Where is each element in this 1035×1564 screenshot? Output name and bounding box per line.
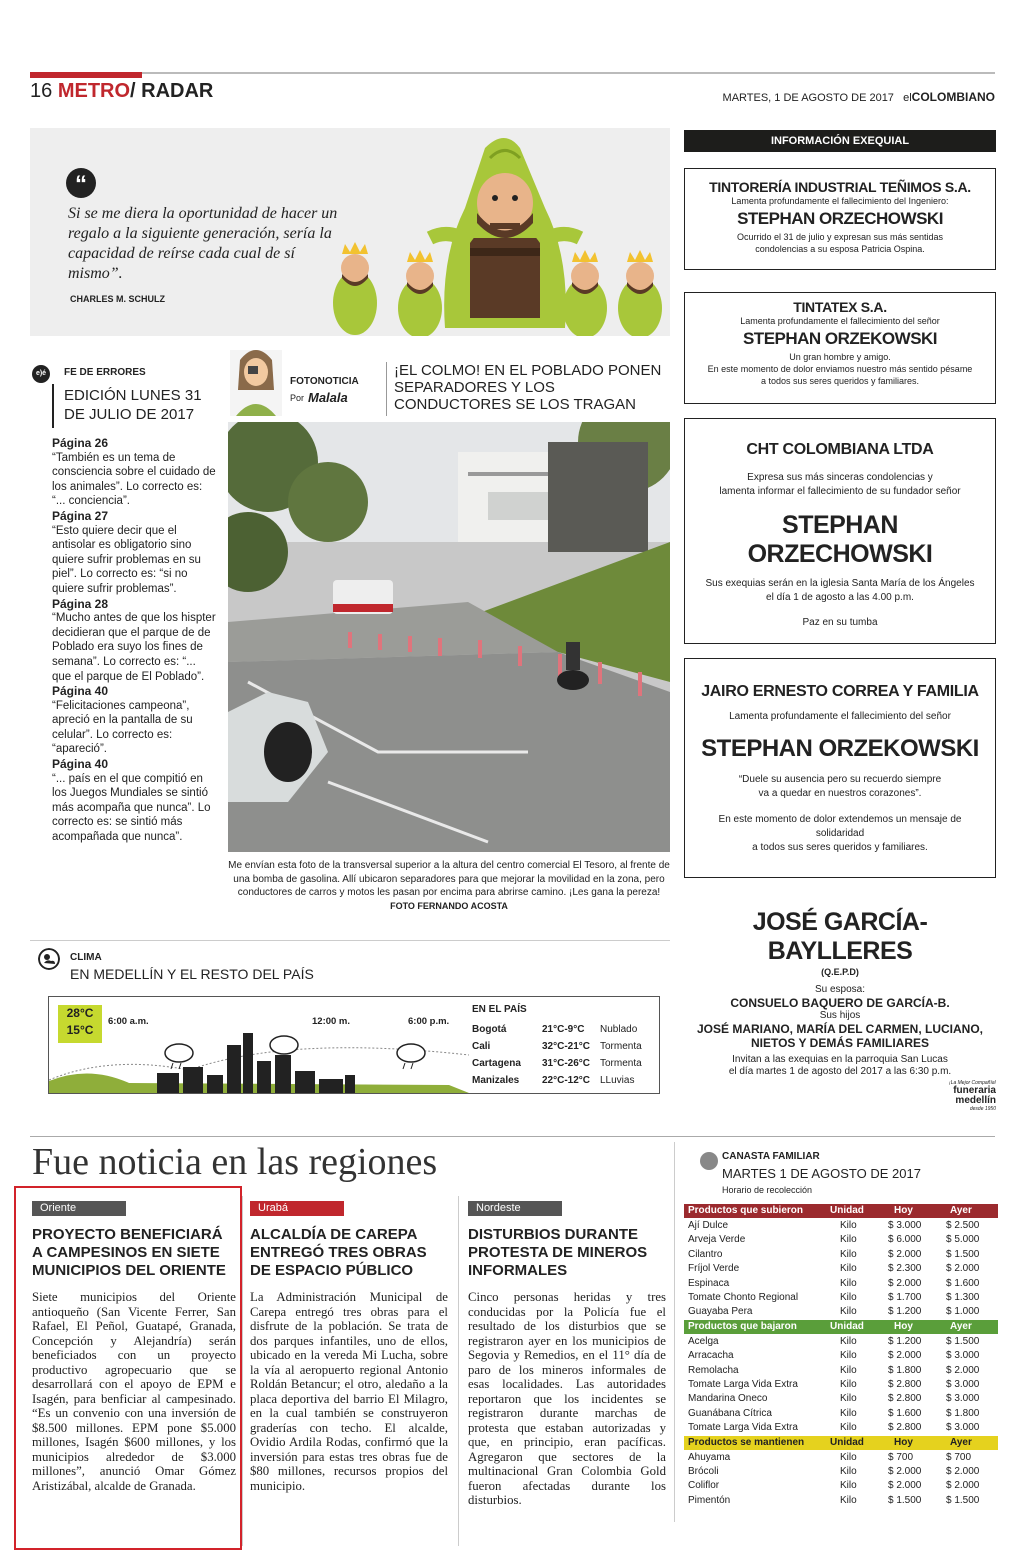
canasta-label: CANASTA FAMILIAR — [722, 1151, 820, 1162]
price-today: $ 1.800 — [888, 1364, 922, 1376]
logo-word-2: medellín — [955, 1095, 996, 1106]
notice-org: CHT COLOMBIANA LTDA — [746, 441, 934, 458]
brand-name: COLOMBIANO — [911, 90, 995, 104]
notice-line: Expresa sus más sinceras condolencias y — [747, 472, 933, 483]
price-yesterday: $ 1.300 — [946, 1292, 980, 1303]
table-row — [684, 1291, 998, 1305]
price-today: $ 3.000 — [888, 1220, 922, 1231]
notice-line: a todos sus seres queridos y familiares. — [760, 376, 920, 386]
divider — [386, 362, 387, 416]
city-temp-range: 31°C-26°C — [542, 1058, 591, 1069]
cartoonist-avatar — [226, 340, 286, 416]
city-temp-range: 21°C-9°C — [542, 1024, 585, 1035]
byline-por: Por — [290, 393, 305, 403]
gnome-illustration — [330, 128, 670, 336]
cartoonist-signature: Malala — [308, 390, 348, 405]
product-name: Fríjol Verde — [688, 1263, 740, 1275]
notice-line: NIETOS Y DEMÁS FAMILIARES — [750, 1036, 930, 1050]
product-name: Cilantro — [688, 1248, 723, 1260]
city-name: Bogotá — [472, 1024, 507, 1035]
price-yesterday: $ 3.000 — [946, 1393, 980, 1405]
quote-text: Si se me diera la oportunidad de hacer un regalo a la siguiente generación, sería la capacidad de reírse cada cual de sí mismo”. — [68, 205, 338, 282]
deceased-name: JOSÉ GARCÍA- BAYLLERES — [752, 908, 928, 965]
issue-date: MARTES, 1 DE AGOSTO DE 2017 — [722, 92, 894, 104]
quote-author: CHARLES M. SCHULZ — [70, 294, 165, 304]
table-row — [684, 1349, 998, 1363]
price-yesterday: $ 1.500 — [946, 1248, 980, 1260]
city-condition: LLuvias — [600, 1075, 635, 1086]
temp-high: 28°C — [66, 1006, 94, 1020]
product-name: Espinaca — [688, 1277, 730, 1289]
errata-body — [52, 436, 217, 845]
product-unit: Kilo — [840, 1306, 857, 1318]
errata-text: “... país en el que compitió en los Juegos Mundiales se sintió más acompaña que nunca”. Lo correcto es: se sintió más acompañada que nunca”. — [52, 772, 211, 844]
canasta-date: MARTES 1 DE AGOSTO DE 2017 — [722, 1166, 921, 1181]
price-today: $ 2.800 — [888, 1379, 922, 1390]
header-accent-bar — [30, 72, 142, 78]
product-unit: Kilo — [840, 1335, 857, 1347]
notice-line: Lamenta profundamente el fallecimiento del señor — [729, 711, 951, 722]
price-yesterday: $ 3.000 — [946, 1350, 980, 1362]
forecast-time: 6:00 a.m. — [108, 1016, 149, 1027]
table-row — [684, 1494, 998, 1508]
price-yesterday: $ 2.000 — [946, 1364, 980, 1376]
deceased-name: STEPHAN ORZECHOWSKI — [737, 209, 943, 228]
product-unit: Kilo — [840, 1350, 857, 1362]
city-skyline-illustration — [49, 1025, 469, 1093]
group-title: Productos que subieron — [688, 1205, 804, 1216]
notice-line: Paz en su tumba — [802, 617, 878, 628]
notice-line: Invitan a las exequias en la parroquia San Lucas — [732, 1054, 948, 1065]
region-headline: PROYECTO BENEFICIARÁ A CAMPESINOS EN SIETE MUNICIPIOS DEL ORIENTE — [32, 1226, 226, 1279]
col-ayer: Ayer — [950, 1320, 972, 1332]
price-yesterday: $ 2.500 — [946, 1220, 980, 1231]
clima-rule — [30, 940, 670, 941]
errata-page: Página 40 — [52, 757, 109, 772]
city-name: Cali — [472, 1041, 491, 1052]
product-unit: Kilo — [840, 1422, 857, 1434]
qepd: (Q.E.P.D) — [821, 967, 859, 977]
price-today: $ 1.500 — [888, 1494, 922, 1506]
city-condition: Tormenta — [600, 1058, 642, 1069]
city-condition: Tormenta — [600, 1041, 642, 1052]
product-unit: Kilo — [840, 1379, 857, 1390]
product-unit: Kilo — [840, 1466, 857, 1477]
product-unit: Kilo — [840, 1393, 857, 1405]
col-unidad: Unidad — [830, 1436, 864, 1448]
product-name: Ahuyama — [688, 1451, 731, 1463]
table-row — [684, 1421, 998, 1435]
price-yesterday: $ 3.000 — [946, 1422, 980, 1434]
notice-line: Sus exequias serán en la iglesia Santa María de los Ángeles — [705, 578, 975, 589]
canasta-subtitle: Horario de recolección — [722, 1185, 813, 1195]
notice-line: Su esposa: — [814, 984, 866, 995]
region-tag: Oriente — [32, 1201, 126, 1216]
price-yesterday: $ 5.000 — [946, 1234, 980, 1246]
product-unit: Kilo — [840, 1277, 857, 1289]
price-today: $ 2.800 — [888, 1393, 922, 1405]
notice-line: Ocurrido el 31 de julio y expresan sus más sentidas — [736, 232, 944, 242]
weather-icon — [38, 948, 60, 970]
product-unit: Kilo — [840, 1292, 857, 1303]
highlight-box — [14, 1186, 242, 1550]
notice-line: En este momento de dolor enviamos nuestro más sentido pésame — [707, 364, 973, 374]
price-today: $ 2.000 — [888, 1277, 922, 1289]
errata-text: “Esto quiere decir que el antisolar es obligatorio sino quiere sufrir problemas en su piel”. Lo correcto es: “si no quiere sufrir problemas”. — [52, 524, 201, 595]
small-gnome-4 — [618, 250, 662, 336]
obituary-notice-1 — [684, 168, 996, 270]
table-row — [684, 1305, 998, 1319]
basket-icon — [700, 1152, 718, 1170]
col-unidad: Unidad — [830, 1320, 864, 1332]
col-unidad: Unidad — [830, 1205, 864, 1216]
clima-title: EN MEDELLÍN Y EL RESTO DEL PAÍS — [70, 966, 314, 982]
table-row — [684, 1465, 998, 1479]
notice-line: va a quedar en nuestros corazones”. — [758, 788, 922, 799]
quote-mark-icon: “ — [66, 168, 96, 198]
small-gnome-3 — [563, 250, 607, 336]
price-yesterday: $ 2.000 — [946, 1466, 980, 1477]
column-divider — [242, 1196, 243, 1546]
table-row — [684, 1378, 998, 1392]
errata-rule — [52, 384, 54, 428]
table-row — [684, 1392, 998, 1406]
price-yesterday: $ 3.000 — [946, 1379, 980, 1390]
errata-page: Página 26 — [52, 436, 109, 450]
product-name: Arveja Verde — [688, 1234, 746, 1246]
temperature-badge — [58, 1005, 102, 1043]
errata-text: “Felicitaciones campeona”, apreció en la pantalla de su celular”. Lo correcto es: “apareció”. — [52, 699, 193, 756]
product-name: Tomate Larga Vida Extra — [688, 1422, 798, 1434]
region-headline: DISTURBIOS DURANTE PROTESTA DE MINEROS INFORMALES — [468, 1226, 648, 1279]
deceased-name: STEPHAN ORZECHOWSKI — [747, 511, 933, 568]
deceased-name: STEPHAN ORZEKOWSKI — [742, 329, 938, 348]
group-header — [684, 1436, 998, 1450]
table-row — [684, 1262, 998, 1276]
notice-line: Sus hijos — [819, 1010, 861, 1021]
notice-line: el día 1 de agosto a las 4.00 p.m. — [766, 592, 914, 603]
group-title: Productos se mantienen — [688, 1436, 805, 1448]
header-rule — [30, 72, 995, 74]
logo-since: desde 1950 — [969, 1106, 996, 1112]
column-divider — [674, 1142, 675, 1522]
errata-text: “También es un tema de consciencia sobre el cuidado de los animales”. Lo correcto es: “... conciencia”. — [52, 451, 216, 508]
product-unit: Kilo — [840, 1364, 857, 1376]
forecast-time: 12:00 m. — [312, 1016, 351, 1027]
obituary-notice-4 — [684, 658, 996, 878]
regiones-title: Fue noticia en las regiones — [32, 1141, 438, 1183]
section-name: METRO — [57, 80, 131, 102]
notice-line: Un gran hombre y amigo. — [789, 352, 891, 362]
forecast-time: 6:00 p.m. — [408, 1016, 450, 1027]
errata-page: Página 40 — [52, 684, 109, 699]
section-header — [30, 80, 213, 103]
product-unit: Kilo — [840, 1407, 857, 1419]
notice-line: condolencias a su esposa Patricia Ospina. — [755, 244, 925, 254]
price-today: $ 2.000 — [888, 1350, 922, 1362]
region-headline: ALCALDÍA DE CAREPA ENTREGÓ TRES OBRAS DE ESPACIO PÚBLICO — [250, 1226, 427, 1279]
street-photo — [228, 422, 670, 852]
brand-prefix: el — [903, 92, 912, 104]
price-today: $ 1.700 — [888, 1292, 922, 1303]
price-yesterday: $ 1.800 — [946, 1407, 980, 1419]
group-header — [684, 1320, 998, 1334]
price-yesterday: $ 2.000 — [946, 1263, 980, 1275]
notice-line: “Duele su ausencia pero su recuerdo siempre — [738, 774, 942, 785]
city-name: Manizales — [472, 1075, 520, 1086]
table-row — [684, 1277, 998, 1291]
price-today: $ 700 — [888, 1451, 914, 1463]
notice-line: Lamenta profundamente el fallecimiento del señor — [740, 316, 940, 326]
caption-text: Me envían esta foto de la transversal superior a la altura del centro comercial El Tesoro, al frente de una bomba de gasolina. Allí ubicaron separadores para que mejorar la movilidad en la zona, pero conductores de carros y motos les pasan por encima para abrirse camino. ¡Les gana la pereza! — [228, 860, 670, 899]
notice-line: lamenta informar el fallecimiento de su fundador señor — [719, 486, 961, 497]
errata-page: Página 28 — [52, 596, 109, 611]
obituary-notice-2 — [684, 292, 996, 404]
price-today: $ 1.200 — [888, 1335, 922, 1347]
product-unit: Kilo — [840, 1480, 857, 1492]
product-name: Tomate Chonto Regional — [688, 1292, 799, 1303]
price-today: $ 2.300 — [888, 1263, 922, 1275]
product-name: Ají Dulce — [688, 1220, 729, 1231]
regiones-rule — [30, 1136, 995, 1137]
price-yesterday: $ 1.000 — [946, 1306, 980, 1318]
product-name: Tomate Larga Vida Extra — [688, 1379, 798, 1390]
product-name: Arracacha — [688, 1350, 734, 1362]
table-row — [684, 1451, 998, 1465]
col-hoy: Hoy — [894, 1320, 913, 1332]
price-yesterday: $ 700 — [946, 1451, 972, 1463]
photo-credit: FOTO FERNANDO ACOSTA — [390, 900, 508, 911]
price-yesterday: $ 2.000 — [946, 1480, 980, 1492]
group-header — [684, 1204, 998, 1218]
product-name: Brócoli — [688, 1466, 719, 1477]
product-unit: Kilo — [840, 1234, 857, 1246]
product-unit: Kilo — [840, 1494, 857, 1506]
product-name: Coliflor — [688, 1480, 720, 1492]
col-ayer: Ayer — [950, 1436, 972, 1448]
price-today: $ 1.200 — [888, 1306, 922, 1318]
big-gnome-figure — [430, 138, 580, 328]
price-today: $ 2.800 — [888, 1422, 922, 1434]
city-temp-range: 22°C-12°C — [542, 1075, 591, 1086]
notice-line: el día martes 1 de agosto del 2017 a las 6:30 p.m. — [728, 1066, 952, 1077]
errata-title: EDICIÓN LUNES 31 DE JULIO DE 2017 — [64, 387, 202, 423]
product-name: Guanábana Cítrica — [688, 1407, 772, 1419]
small-gnome-1 — [333, 242, 377, 335]
product-unit: Kilo — [840, 1451, 857, 1463]
price-today: $ 1.600 — [888, 1407, 922, 1419]
region-body: Cinco personas heridas y tres conducidas por la Policía fue el resultado de los disturbios que se registraron ayer en los municipios de Segovia y Remedios, en el 11° día de paro de los mineros informales de esas localidades. Las autoridades reportaron que los incidentes se registraron durante marchas de protesta que estaban autorizadas y que, en principio, eran pacíficas. Agregaron que sectores de la multinacional Gran Colombia Gold fueron afectadas durante los disturbios. — [468, 1290, 666, 1507]
product-name: Acelga — [688, 1335, 719, 1347]
notice-line: CONSUELO BAQUERO DE GARCÍA-B. — [730, 996, 950, 1010]
errata-text: “Mucho antes de que los hispter decidieran que el parque de de Poblado era suyo los fines de semana”. Lo correcto es: “... que el parque de El Poblado”. — [52, 612, 216, 683]
group-title: Productos que bajaron — [688, 1320, 797, 1332]
exequial-banner: INFORMACIÓN EXEQUIAL — [684, 130, 996, 152]
table-row — [684, 1335, 998, 1349]
table-row — [684, 1233, 998, 1247]
page-number: 16 — [30, 80, 53, 102]
logo-tagline: ¡La Mejor Compañía! — [949, 1080, 996, 1086]
price-today: $ 2.000 — [888, 1248, 922, 1260]
region-body: La Administración Municipal de Carepa entregó tres obras para el disfrute de la población. Se trata de dos parques infantiles, uno de ellos, ubicado en la vereda Mi Lucha, sobre la vía al aeropuerto regional Antonio Roldán Betancur; el otro, aledaño a la placa deportiva del barrio El Milagro, en la cual también se construyeron graderías con techo. El alcalde, Ovidio Ardila Rodas, confirmó que la inversión para estas tres obras fue de $80 millones, recursos propios del municipio. — [250, 1290, 448, 1493]
small-gnome-2 — [398, 250, 442, 336]
errata-icon: e)é — [32, 365, 50, 383]
city-name: Cartagena — [472, 1058, 521, 1069]
city-temp-range: 32°C-21°C — [542, 1041, 591, 1052]
product-name: Guayaba Pera — [688, 1306, 753, 1318]
table-row — [684, 1364, 998, 1378]
product-unit: Kilo — [840, 1220, 857, 1231]
price-yesterday: $ 1.500 — [946, 1335, 980, 1347]
col-hoy: Hoy — [894, 1436, 913, 1448]
fotonoticia-headline: ¡EL COLMO! EN EL POBLADO PONEN SEPARADORES Y LOS CONDUCTORES SE LOS TRAGAN — [394, 362, 662, 413]
photo-caption — [228, 859, 670, 913]
errata-label: FE DE ERRORES — [64, 367, 146, 378]
notice-org: TINTORERÍA INDUSTRIAL TEÑIMOS S.A. — [709, 179, 971, 195]
notice-line: JOSÉ MARIANO, MARÍA DEL CARMEN, LUCIANO, — [696, 1022, 983, 1036]
product-name: Remolacha — [688, 1364, 739, 1376]
product-unit: Kilo — [840, 1263, 857, 1275]
header-date-brand — [723, 90, 995, 104]
notice-line: Lamenta profundamente el fallecimiento del Ingeniero: — [731, 196, 949, 206]
region-tag: Urabá — [250, 1201, 344, 1216]
table-row — [684, 1479, 998, 1493]
table-row — [684, 1407, 998, 1421]
product-name: Mandarina Oneco — [688, 1393, 768, 1405]
clima-label: CLIMA — [70, 952, 102, 963]
product-unit: Kilo — [840, 1248, 857, 1260]
col-ayer: Ayer — [950, 1205, 972, 1216]
product-name: Pimentón — [688, 1494, 731, 1506]
pais-label: EN EL PAÍS — [472, 1004, 527, 1015]
fotonoticia-label: FOTONOTICIA — [290, 376, 359, 387]
funeraria-logo — [900, 1080, 996, 1112]
price-yesterday: $ 1.500 — [946, 1494, 980, 1506]
errata-page: Página 27 — [52, 508, 109, 523]
price-today: $ 2.000 — [888, 1466, 922, 1477]
region-body: Siete municipios del Oriente antioqueño (San Vicente Ferrer, San Rafael, El Peñol, Guatapé, Granada, Concepción y Alejandría) serán beneficiados con un proyecto productivo agropecuario que se desarrollará con el apoyo de EPM e Isagén, para benficiar al campesinado. “Es un convenio con una inversión de $8.500 millones. EPM pone $5.000 millones, Isagén $600 millones, y los municipios alrededor de $3.000 millones”, anunció Omar Gómez Aristizábal, alcalde de Granada. — [32, 1290, 236, 1493]
region-tag: Nordeste — [468, 1201, 562, 1216]
obituary-notice-3 — [684, 418, 996, 644]
notice-org: TINTATEX S.A. — [793, 299, 887, 315]
table-row — [684, 1248, 998, 1262]
logo-word-1: funeraria — [953, 1085, 996, 1096]
notice-line: a todos sus seres queridos y familiares. — [752, 842, 928, 853]
subsection-name: / RADAR — [130, 80, 214, 102]
city-condition: Nublado — [600, 1024, 638, 1035]
table-row — [684, 1219, 998, 1233]
price-today: $ 2.000 — [888, 1480, 922, 1492]
deceased-name: STEPHAN ORZEKOWSKI — [701, 735, 979, 762]
notice-line: En este momento de dolor extendemos un mensaje de solidaridad — [718, 814, 962, 839]
price-today: $ 6.000 — [888, 1234, 922, 1246]
price-yesterday: $ 1.600 — [946, 1277, 980, 1289]
temp-low: 15°C — [66, 1023, 94, 1037]
col-hoy: Hoy — [894, 1205, 913, 1216]
notice-org: JAIRO ERNESTO CORREA Y FAMILIA — [701, 683, 979, 700]
column-divider — [458, 1196, 459, 1546]
